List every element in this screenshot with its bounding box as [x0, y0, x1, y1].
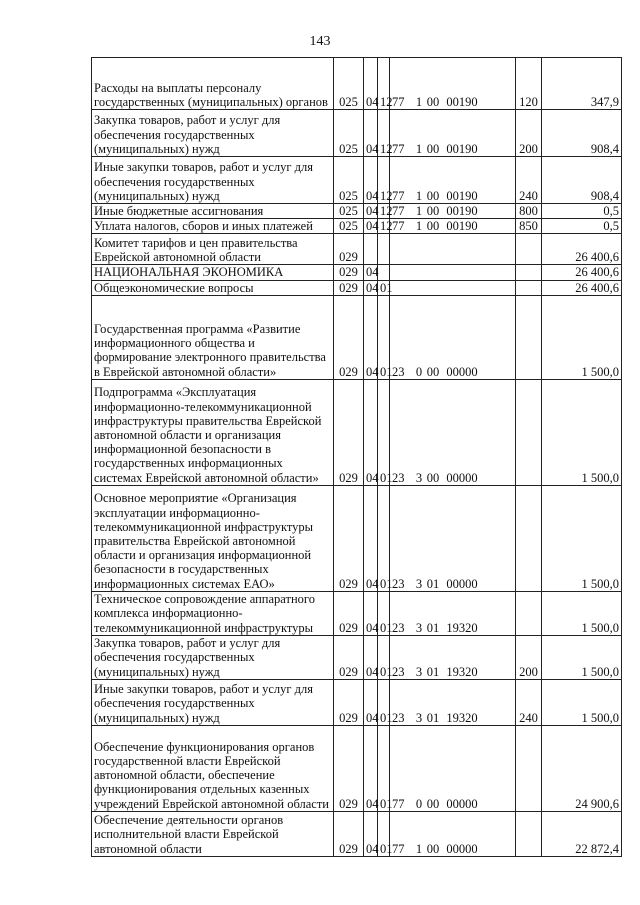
ministry-code: 029 [334, 635, 364, 679]
ministry-code: 025 [334, 157, 364, 204]
row-name: Расходы на выплаты персоналу государственных (муниципальных) органов [92, 58, 334, 110]
amount: 26 400,6 [542, 234, 622, 265]
code-part-event: 00 [426, 204, 440, 218]
page-number: 143 [309, 34, 331, 49]
code-part-event: 00 [426, 219, 440, 234]
section-code: 04 [364, 485, 378, 591]
target-article-code [390, 110, 516, 157]
subsection-code: 01 [378, 591, 390, 635]
amount: 26 400,6 [542, 265, 622, 280]
row-name: Техническое сопровождение аппаратного комплекса информационно-телекоммуникационной инфраструктуры [92, 591, 334, 635]
subsection-code: 01 [378, 725, 390, 811]
ministry-code: 029 [334, 811, 364, 856]
subsection-code: 01 [378, 379, 390, 485]
ministry-code: 029 [334, 234, 364, 265]
ministry-code: 029 [334, 591, 364, 635]
table-row [92, 379, 622, 485]
row-name: Основное мероприятие «Организация эксплуатации информационно-телекоммуникационной инфраструктуры правительства Еврейской автономной области и организация информационной безопасности в государственных информационных системах ЕАО» [92, 485, 334, 591]
expense-type-code: 850 [516, 219, 542, 234]
code-part-direction: 00190 [446, 94, 478, 109]
row-name: Государственная программа «Развитие информационного общества и формирование электронного правительства в Еврейской автономной области» [92, 295, 334, 379]
amount: 22 872,4 [542, 811, 622, 856]
code-part-direction: 19320 [446, 620, 478, 635]
code-part-event: 01 [426, 710, 440, 725]
code-part-program: 77 [392, 94, 405, 109]
code-part-direction: 00190 [446, 204, 478, 218]
ministry-code: 025 [334, 58, 364, 110]
target-article-code [390, 591, 516, 635]
code-part-sub: 1 [415, 841, 423, 856]
subsection-code: 12 [378, 219, 390, 234]
code-part-direction: 19320 [446, 710, 478, 725]
row-name: Иные закупки товаров, работ и услуг для обеспечения государственных (муниципальных) нужд [92, 157, 334, 204]
ministry-code: 029 [334, 280, 364, 295]
section-code [364, 234, 378, 265]
subsection-code: 12 [378, 58, 390, 110]
expense-type-code [516, 485, 542, 591]
expense-type-code [516, 265, 542, 280]
table-row [92, 58, 622, 110]
row-name: Обеспечение деятельности органов исполнительной власти Еврейской автономной области [92, 811, 334, 856]
section-code: 04 [364, 157, 378, 204]
ministry-code: 029 [334, 679, 364, 725]
code-part-event: 00 [426, 796, 440, 811]
code-part-program: 77 [392, 188, 405, 203]
code-part-direction: 00000 [446, 576, 478, 591]
code-part-program: 23 [392, 576, 405, 591]
code-part-sub: 3 [415, 710, 423, 725]
section-code: 04 [364, 110, 378, 157]
amount: 1 500,0 [542, 635, 622, 679]
target-article-code [390, 635, 516, 679]
section-code: 04 [364, 679, 378, 725]
code-part-sub: 1 [415, 219, 423, 234]
section-code: 04 [364, 58, 378, 110]
row-name: Иные закупки товаров, работ и услуг для обеспечения государственных (муниципальных) нужд [92, 679, 334, 725]
section-code: 04 [364, 265, 378, 280]
table-row [92, 280, 622, 295]
target-article-code [390, 234, 516, 265]
ministry-code: 025 [334, 219, 364, 234]
subsection-code: 01 [378, 635, 390, 679]
subsection-code: 01 [378, 679, 390, 725]
target-article-code [390, 811, 516, 856]
code-part-direction: 00190 [446, 141, 478, 156]
code-part-event: 00 [426, 94, 440, 109]
amount: 908,4 [542, 110, 622, 157]
code-part-event: 01 [426, 576, 440, 591]
subsection-code: 01 [378, 485, 390, 591]
code-part-program: 23 [392, 664, 405, 679]
amount: 0,5 [542, 219, 622, 234]
table-row [92, 234, 622, 265]
table-row [92, 204, 622, 219]
expense-type-code [516, 379, 542, 485]
amount: 1 500,0 [542, 679, 622, 725]
amount: 1 500,0 [542, 591, 622, 635]
code-part-sub: 0 [415, 364, 423, 379]
amount: 1 500,0 [542, 295, 622, 379]
row-name: Подпрограмма «Эксплуатация информационно-телекоммуникационной инфраструктуры правительства Еврейской автономной области и организация информационной безопасности в государственных информационных системах Еврейской автономной области» [92, 379, 334, 485]
code-part-event: 01 [426, 664, 440, 679]
row-name: Закупка товаров, работ и услуг для обеспечения государственных (муниципальных) нужд [92, 110, 334, 157]
amount: 347,9 [542, 58, 622, 110]
code-part-program: 23 [392, 620, 405, 635]
code-part-event: 00 [426, 364, 440, 379]
target-article-code [390, 265, 516, 280]
section-code: 04 [364, 379, 378, 485]
code-part-event: 00 [426, 841, 440, 856]
expense-type-code: 240 [516, 157, 542, 204]
code-part-program: 77 [392, 141, 405, 156]
code-part-sub: 1 [415, 188, 423, 203]
target-article-code [390, 295, 516, 379]
section-code: 04 [364, 635, 378, 679]
expense-type-code [516, 234, 542, 265]
expense-type-code [516, 591, 542, 635]
row-name: Закупка товаров, работ и услуг для обеспечения государственных (муниципальных) нужд [92, 635, 334, 679]
amount: 908,4 [542, 157, 622, 204]
target-article-code [390, 280, 516, 295]
section-code: 04 [364, 811, 378, 856]
row-name: Уплата налогов, сборов и иных платежей [92, 219, 334, 234]
row-name: Комитет тарифов и цен правительства Еврейской автономной области [92, 234, 334, 265]
ministry-code: 029 [334, 379, 364, 485]
ministry-code: 029 [334, 265, 364, 280]
target-article-code [390, 58, 516, 110]
target-article-code [390, 204, 516, 219]
code-part-event: 00 [426, 141, 440, 156]
code-part-event: 00 [426, 470, 440, 485]
row-name: Обеспечение функционирования органов государственной власти Еврейской автономной области, обеспечение функционирования отдельных казенных учреждений Еврейской автономной области [92, 725, 334, 811]
table-row [92, 157, 622, 204]
code-part-sub: 3 [415, 470, 423, 485]
section-code: 04 [364, 204, 378, 219]
amount: 26 400,6 [542, 280, 622, 295]
target-article-code [390, 157, 516, 204]
table-row [92, 725, 622, 811]
section-code: 04 [364, 591, 378, 635]
ministry-code: 029 [334, 725, 364, 811]
expense-type-code [516, 725, 542, 811]
row-name: Общеэкономические вопросы [92, 280, 334, 295]
expense-type-code: 800 [516, 204, 542, 219]
table-row [92, 295, 622, 379]
target-article-code [390, 219, 516, 234]
row-name: НАЦИОНАЛЬНАЯ ЭКОНОМИКА [92, 265, 334, 280]
budget-table [91, 57, 622, 857]
table-row [92, 265, 622, 280]
section-code: 04 [364, 725, 378, 811]
table-row [92, 591, 622, 635]
table-row [92, 811, 622, 856]
code-part-event: 01 [426, 620, 440, 635]
amount: 1 500,0 [542, 379, 622, 485]
section-code: 04 [364, 219, 378, 234]
subsection-code: 01 [378, 811, 390, 856]
subsection-code: 01 [378, 280, 390, 295]
code-part-direction: 00190 [446, 188, 478, 203]
code-part-sub: 1 [415, 204, 423, 218]
target-article-code [390, 485, 516, 591]
code-part-direction: 00000 [446, 470, 478, 485]
code-part-sub: 3 [415, 664, 423, 679]
code-part-direction: 19320 [446, 664, 478, 679]
subsection-code [378, 265, 390, 280]
table-row [92, 635, 622, 679]
code-part-program: 77 [392, 841, 405, 856]
expense-type-code [516, 811, 542, 856]
subsection-code: 01 [378, 295, 390, 379]
amount: 0,5 [542, 204, 622, 219]
code-part-event: 00 [426, 188, 440, 203]
target-article-code [390, 679, 516, 725]
code-part-sub: 0 [415, 796, 423, 811]
code-part-program: 23 [392, 364, 405, 379]
code-part-direction: 00000 [446, 796, 478, 811]
table-row [92, 110, 622, 157]
amount: 24 900,6 [542, 725, 622, 811]
code-part-program: 23 [392, 710, 405, 725]
expense-type-code: 240 [516, 679, 542, 725]
table-row [92, 679, 622, 725]
target-article-code [390, 725, 516, 811]
section-code: 04 [364, 280, 378, 295]
code-part-program: 77 [392, 796, 405, 811]
expense-type-code [516, 295, 542, 379]
code-part-program: 77 [392, 219, 405, 234]
expense-type-code [516, 280, 542, 295]
subsection-code: 12 [378, 157, 390, 204]
code-part-sub: 3 [415, 576, 423, 591]
ministry-code: 029 [334, 295, 364, 379]
table-row [92, 485, 622, 591]
code-part-program: 77 [392, 204, 405, 218]
expense-type-code: 200 [516, 110, 542, 157]
target-article-code [390, 379, 516, 485]
subsection-code [378, 234, 390, 265]
code-part-direction: 00190 [446, 219, 478, 234]
expense-type-code: 200 [516, 635, 542, 679]
code-part-program: 23 [392, 470, 405, 485]
amount: 1 500,0 [542, 485, 622, 591]
subsection-code: 12 [378, 204, 390, 219]
ministry-code: 025 [334, 110, 364, 157]
code-part-sub: 1 [415, 141, 423, 156]
expense-type-code: 120 [516, 58, 542, 110]
ministry-code: 029 [334, 485, 364, 591]
code-part-direction: 00000 [446, 364, 478, 379]
ministry-code: 025 [334, 204, 364, 219]
section-code: 04 [364, 295, 378, 379]
subsection-code: 12 [378, 110, 390, 157]
code-part-direction: 00000 [446, 841, 478, 856]
code-part-sub: 3 [415, 620, 423, 635]
code-part-sub: 1 [415, 94, 423, 109]
row-name: Иные бюджетные ассигнования [92, 204, 334, 219]
table-row [92, 219, 622, 234]
